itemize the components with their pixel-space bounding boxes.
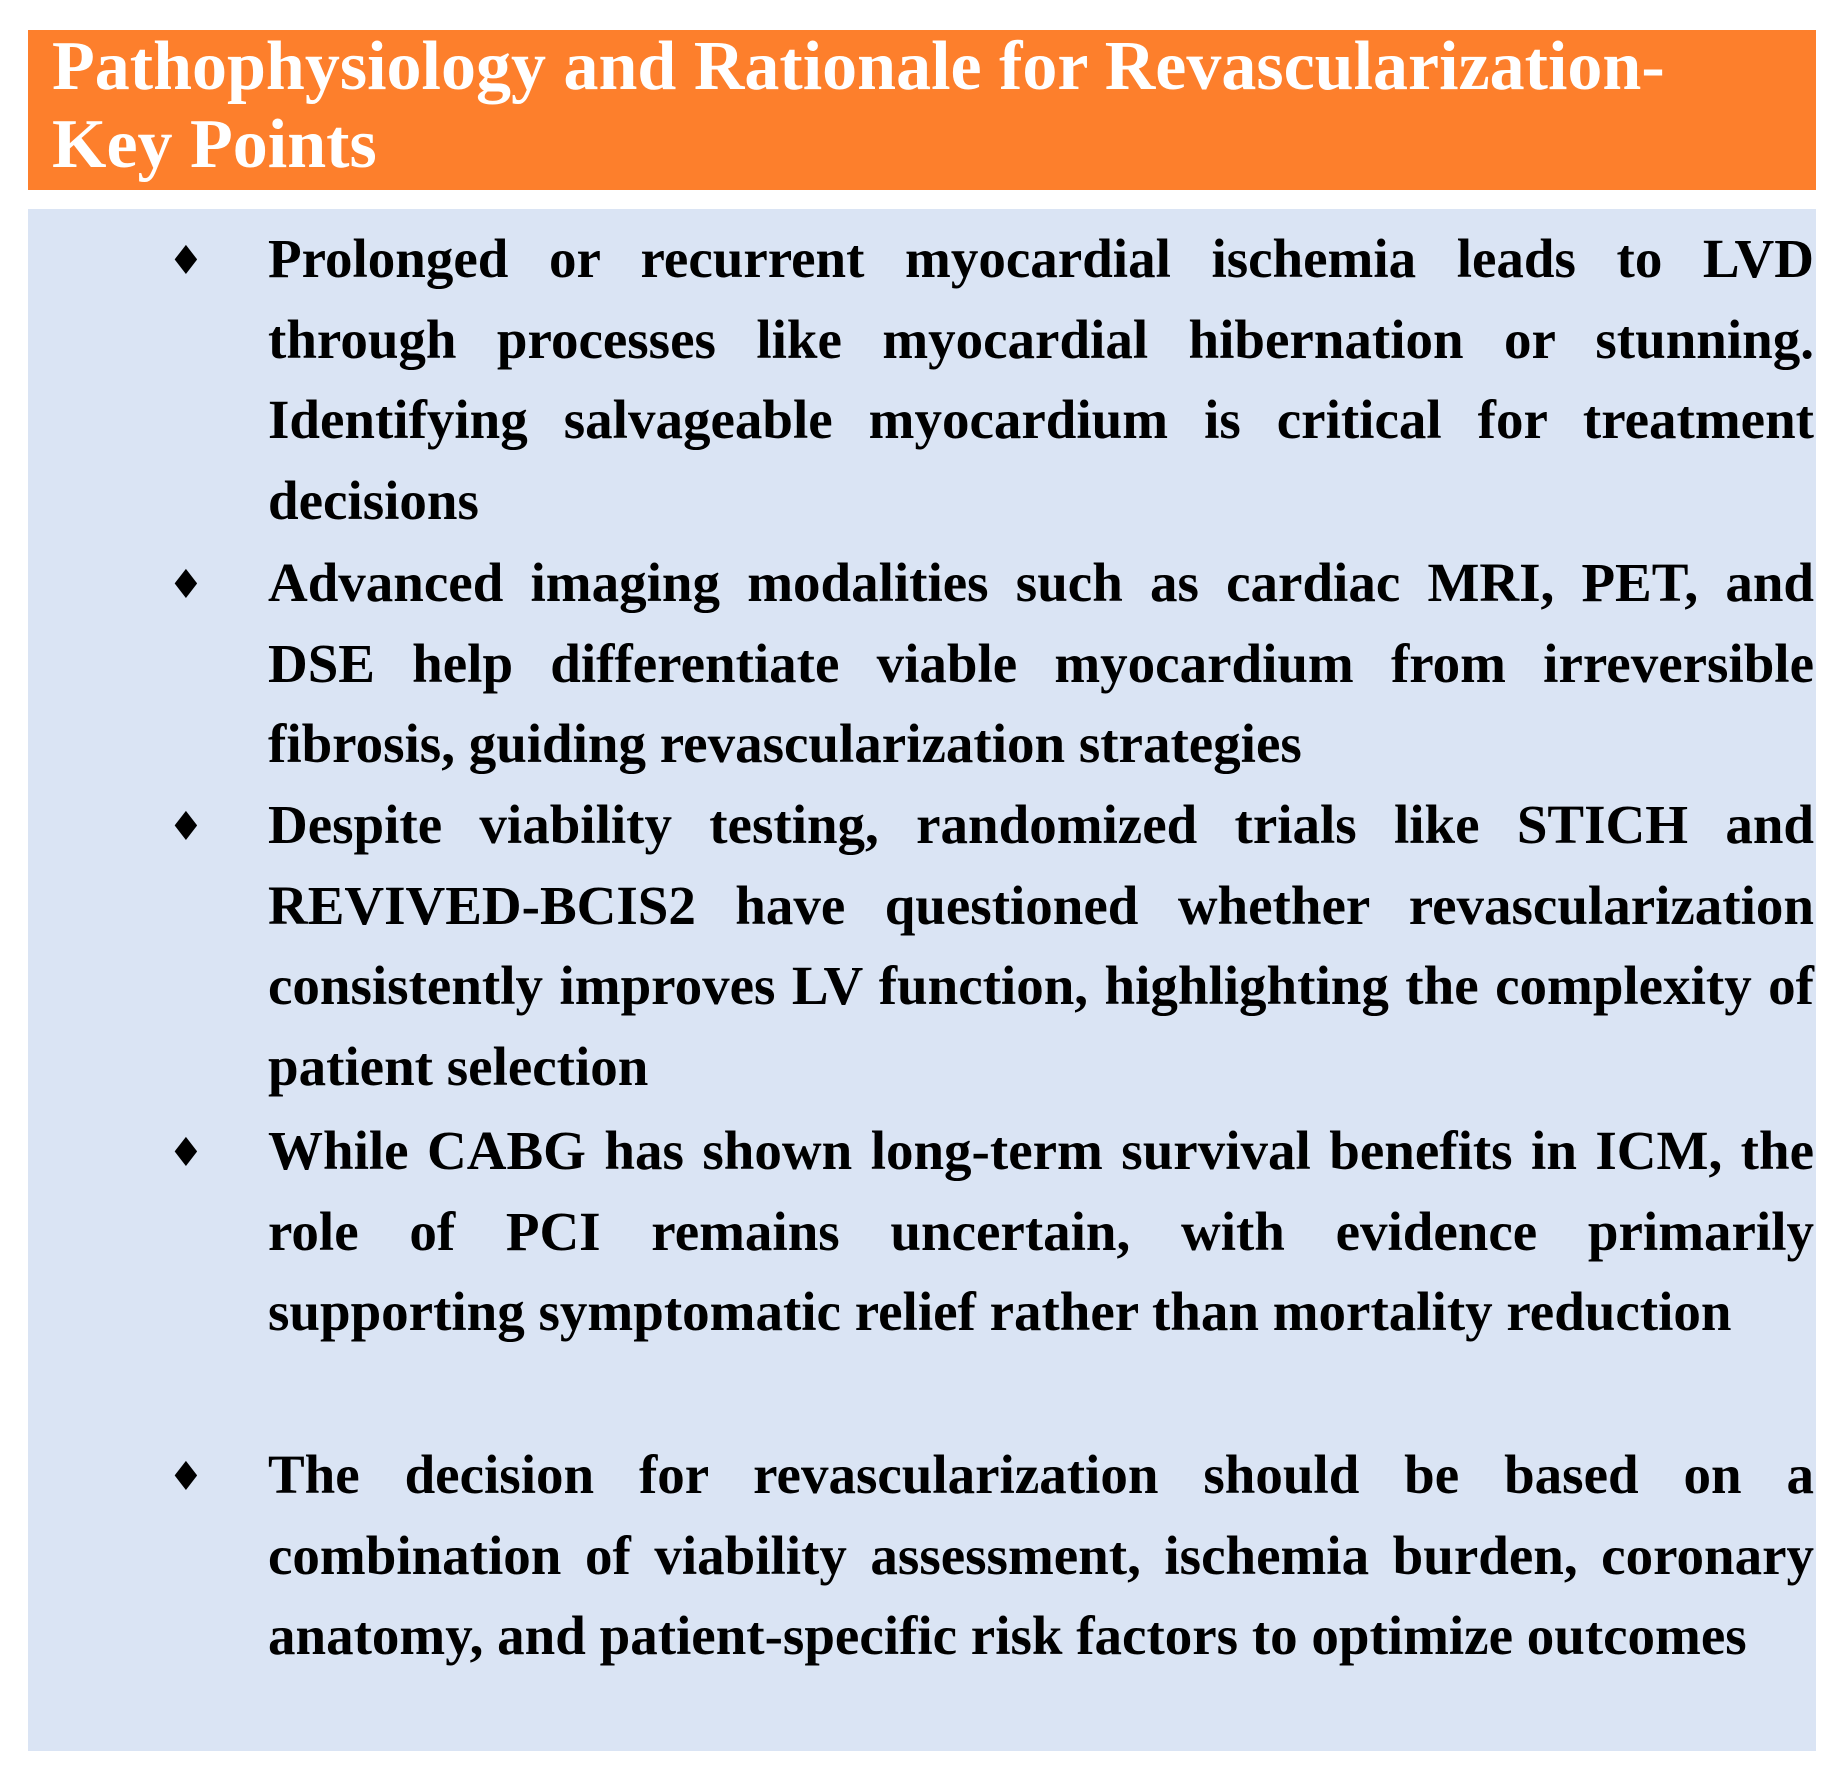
bullet-text: Advanced imaging modalities such as cardiac MRI, PET, and DSE help differentiate viable myocardium from irreversible fibrosis, guiding revascularization strategies [268, 552, 1814, 774]
bullet-text: Prolonged or recurrent myocardial ischemia leads to LVD through processes like myocardial hibernation or stunning. Identifying salvageable myocardium is critical for treatment decisions [268, 228, 1814, 531]
diamond-bullet-icon: ♦ [168, 804, 204, 850]
key-points-panel [28, 209, 1816, 1751]
bullet-text: While CABG has shown long-term survival benefits in ICM, the role of PCI remains uncertain, with evidence primarily supporting symptomatic relief rather than mortality reduction [268, 1120, 1814, 1342]
bullet-text: The decision for revascularization should be based on a combination of viability assessment, ischemia burden, coronary anatomy, and patient-specific risk factors to optimize outcomes [268, 1444, 1814, 1666]
header-title-line-2: Key Points [52, 106, 377, 183]
bullet-text: Despite viability testing, randomized trials like STICH and REVIVED-BCIS2 have questioned whether revascularization consistently improves LV function, highlighting the complexity of patient selection [268, 794, 1814, 1097]
diamond-bullet-icon: ♦ [168, 238, 204, 284]
diamond-bullet-icon: ♦ [168, 1454, 204, 1500]
header-title-line-1: Pathophysiology and Rationale for Revascularization- [52, 28, 1665, 105]
diamond-bullet-icon: ♦ [168, 1130, 204, 1176]
key-points-header [28, 30, 1816, 190]
diamond-bullet-icon: ♦ [168, 562, 204, 608]
